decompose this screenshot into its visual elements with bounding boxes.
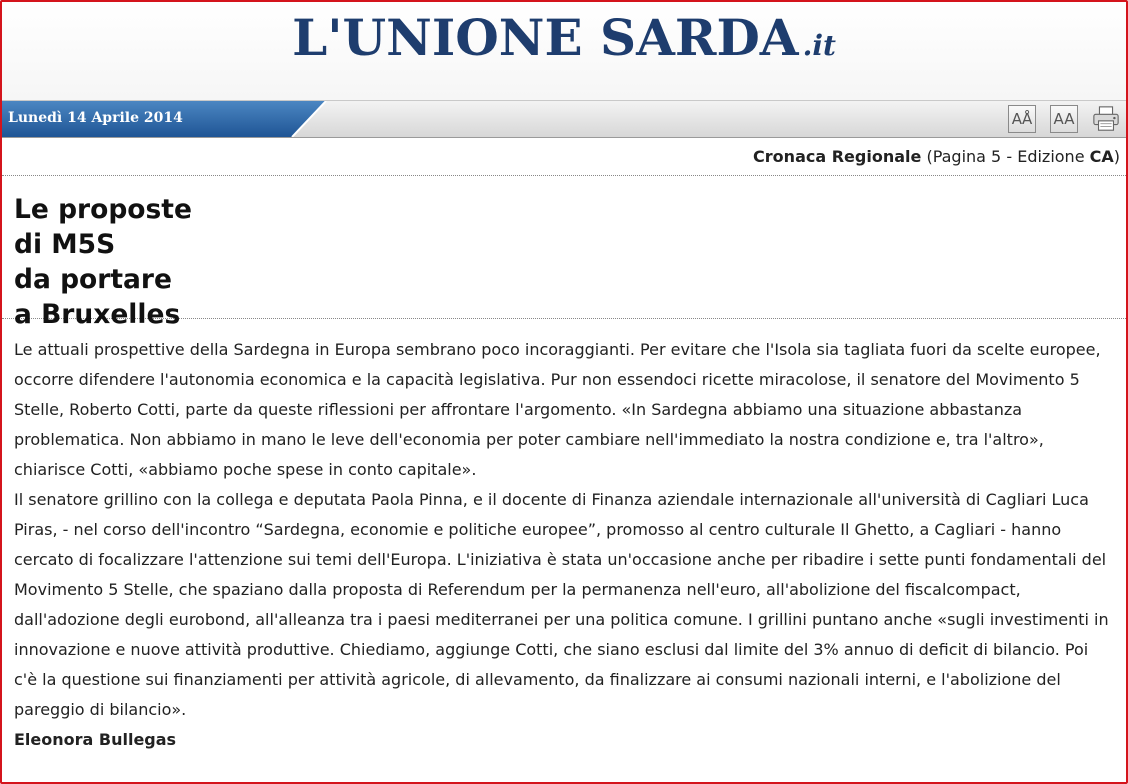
headline-block xyxy=(2,176,1126,330)
section-edition: CA xyxy=(1089,147,1114,166)
article-author: Eleonora Bullegas xyxy=(14,730,177,749)
font-increase-icon: AA xyxy=(1053,110,1075,128)
section-paren-close: ) xyxy=(1113,147,1120,166)
section-paren-open: ( xyxy=(926,147,933,166)
font-increase-button[interactable] xyxy=(1050,105,1078,133)
article-body xyxy=(2,319,1126,755)
masthead xyxy=(2,2,1126,101)
section-name: Cronaca Regionale xyxy=(753,147,922,166)
toolbar xyxy=(2,101,1126,138)
printer-icon xyxy=(1092,105,1120,133)
section-page: Pagina 5 xyxy=(932,147,1002,166)
article-paragraph: Le attuali prospettive della Sardegna in Europa sembrano poco incoraggianti. Per evitare che l'Isola sia tagliata fuori da scelte europee, occorre difendere l'autonomia economica e la capacità legislativa. Pur non essendoci ricette miracolose, il senatore del Movimento 5 Stelle, Roberto Cotti, parte da queste riflessioni per affrontare l'argomento. «In Sardegna abbiamo una situazione abbastanza problematica. Non abbiamo in mano le leve dell'economia per poter cambiare nell'immediato la nostra condizione e, tra l'altro», chiarisce Cotti, «abbiamo poche spese in conto capitale». xyxy=(14,340,1101,479)
toolbar-tools xyxy=(1008,105,1120,133)
date-tab xyxy=(2,101,332,137)
site-logo[interactable] xyxy=(292,8,836,68)
logo-main-text: L'UNIONE SARDA xyxy=(292,8,799,67)
section-separator: - xyxy=(1006,147,1013,166)
section-edition-label: Edizione xyxy=(1017,147,1085,166)
edition-date: Lunedì 14 Aprile 2014 xyxy=(8,110,183,126)
article-paragraph: Il senatore grillino con la collega e deputata Paola Pinna, e il docente di Finanza aziendale internazionale all'università di Cagliari Luca Piras, - nel corso dell'incontro “Sardegna, economie e politiche europee”, promosso al centro culturale Il Ghetto, a Cagliari - hanno cercato di focalizzare l'attenzione sui temi dell'Europa. L'iniziativa è stata un'occasione anche per ribadire i sette punti fondamentali del Movimento 5 Stelle, che spaziano dalla proposta di Referendum per la permanenza nell'euro, all'abolizione del fiscalcompact, dall'adozione degli eurobond, all'alleanza tra i paesi mediterranei per una politica comune. I grillini puntano anche «sugli investimenti in innovazione e nuove attività produttive. Chiediamo, aggiunge Cotti, che siano esclusi dal limite del 3% annuo di deficit di bilancio. Poi c'è la questione sui finanziamenti per attività agricole, di allevamento, da finalizzare ai consumi nazionali interni, e l'abolizione del pareggio di bilancio». xyxy=(14,490,1109,719)
font-decrease-button[interactable] xyxy=(1008,105,1036,133)
logo-domain-text: .it xyxy=(802,29,836,62)
article-headline: Le proposte di M5S da portare a Bruxelles xyxy=(14,194,192,330)
print-button[interactable] xyxy=(1092,105,1120,133)
section-info xyxy=(2,138,1126,176)
font-decrease-icon: AÅ xyxy=(1011,110,1033,128)
